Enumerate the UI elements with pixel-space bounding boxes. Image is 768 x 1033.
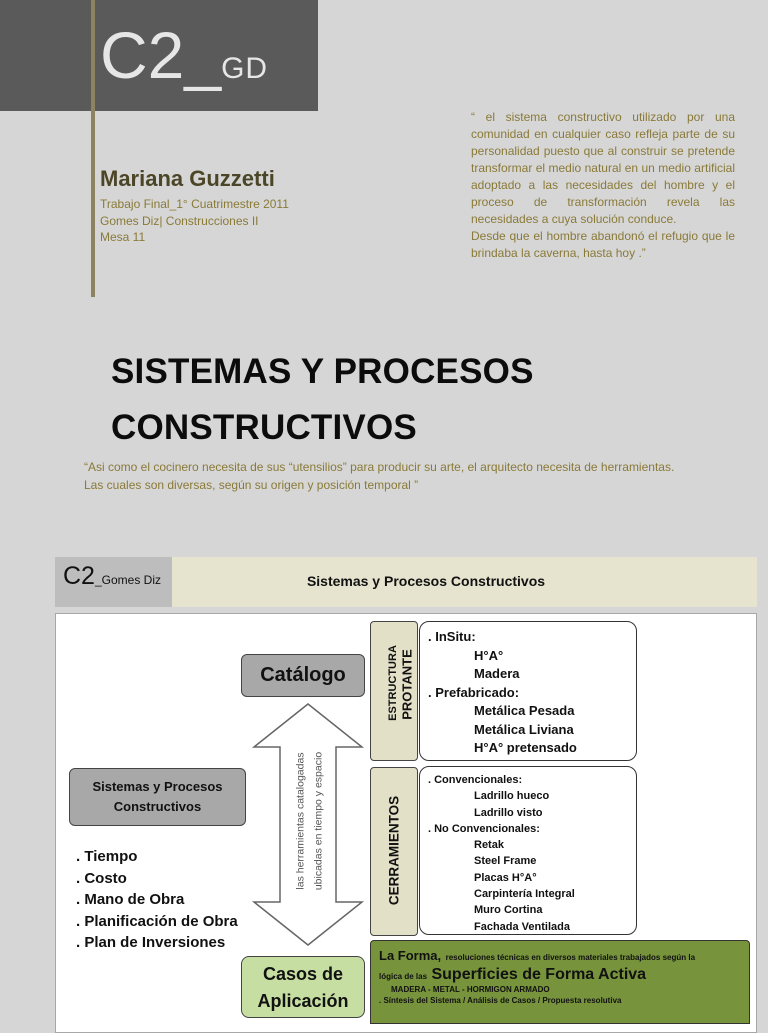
epigraph-paragraph-2: Desde que el hombre abandonó el refugio que le brindaba la caverna, hasta hoy .” xyxy=(471,229,735,260)
sistemas-box xyxy=(69,768,246,826)
forma-materials: MADERA - METAL - HORMIGON ARMADO xyxy=(391,985,550,994)
author-name: Mariana Guzzetti xyxy=(100,166,275,191)
logo-sub: GD xyxy=(221,52,269,85)
factor-item: . Tiempo xyxy=(76,848,138,865)
factor-item: . Costo xyxy=(76,869,127,887)
estructura-label-2: PROTANTE xyxy=(399,649,415,720)
factors-list xyxy=(76,846,238,954)
list-item: Retak xyxy=(474,839,504,852)
forma-title: La Forma, xyxy=(379,948,442,963)
author-line-2: Gomes Diz| Construcciones II xyxy=(100,214,259,228)
list-item: Placas H°A° xyxy=(474,871,537,884)
slide-title: Sistemas y Procesos Constructivos xyxy=(306,573,546,589)
factor-item: . Mano de Obra xyxy=(76,891,185,908)
list-item: Steel Frame xyxy=(474,855,537,868)
slide-logo-main: C2 xyxy=(63,562,95,590)
estructura-label-box xyxy=(370,621,418,761)
intro-quote xyxy=(84,458,674,494)
forma-desc: resoluciones técnicas en diversos materiales trabajados según la xyxy=(445,953,696,962)
logo xyxy=(100,18,269,92)
forma-box xyxy=(370,940,750,1024)
catalogo-box: Catálogo xyxy=(241,654,365,697)
list-item: H°A° pretensado xyxy=(474,740,577,755)
sistemas-line-1: Sistemas y Procesos xyxy=(92,779,223,794)
list-item: . Convencionales: xyxy=(428,774,523,786)
list-item: . Prefabricado: xyxy=(428,684,520,700)
casos-line-2: Aplicación xyxy=(257,991,349,1011)
intro-quote-line-2: Las cuales son diversas, según su origen y posición temporal ” xyxy=(84,478,419,492)
forma-big: Superficies de Forma Activa xyxy=(431,966,647,983)
intro-quote-line-1: “Asi como el cocinero necesita de sus “utensilios” para producir su arte, el arquitecto necesita de herramientas. xyxy=(84,460,675,474)
page-title-line-1: SISTEMAS Y PROCESOS xyxy=(111,352,534,391)
estructura-list xyxy=(419,621,637,761)
list-item: Ladrillo hueco xyxy=(474,790,550,803)
forma-pre: lógica de las xyxy=(379,972,428,981)
arrow-caption-line-1: las herramientas catalogadas xyxy=(294,752,307,890)
page-title-line-2: CONSTRUCTIVOS xyxy=(111,408,417,447)
author-line-1: Trabajo Final_1° Cuatrimestre 2011 xyxy=(100,197,289,211)
estructura-label-1: ESTRUCTURA xyxy=(387,645,399,721)
list-item: Carpintería Integral xyxy=(474,888,575,901)
list-item: Metálica Liviana xyxy=(474,721,574,737)
list-item: Fachada Ventilada xyxy=(474,920,570,933)
vertical-divider xyxy=(91,0,95,297)
list-item: . InSitu: xyxy=(428,629,476,644)
cerramientos-list xyxy=(419,766,637,935)
list-item: Metálica Pesada xyxy=(474,703,575,718)
sistemas-line-2: Constructivos xyxy=(113,799,202,814)
slide-logo xyxy=(63,562,161,591)
author-line-3: Mesa 11 xyxy=(100,230,146,244)
list-item: H°A° xyxy=(474,647,504,663)
forma-synthesis: . Síntesis del Sistema / Análisis de Casos / Propuesta resolutiva xyxy=(379,996,622,1005)
list-item: Madera xyxy=(474,666,520,681)
cerramientos-label: CERRAMIENTOS xyxy=(386,795,402,906)
list-item: Ladrillo visto xyxy=(474,806,543,819)
factor-item: . Planificación de Obra xyxy=(76,912,238,930)
factor-item: . Plan de Inversiones xyxy=(76,934,226,951)
casos-box xyxy=(241,956,365,1018)
arrow-caption-line-2: ubicadas en tiempo y espacio xyxy=(312,751,325,891)
casos-line-1: Casos de xyxy=(262,964,344,984)
epigraph-paragraph-1: “ el sistema constructivo utilizado por una comunidad en cualquier caso refleja parte de su personalidad puesto que al construir se pretende transformar el medio natural en un medio artificial adoptado a las necesidades del hombre y el proceso de transformación revela las necesidades a cuya solución conduce. xyxy=(471,110,735,226)
list-item: . No Convencionales: xyxy=(428,822,540,835)
logo-main: C2_ xyxy=(100,18,222,92)
cerramientos-label-box xyxy=(370,767,418,936)
arrow-caption xyxy=(283,740,325,905)
slide-logo-sub: _Gomes Diz xyxy=(94,573,161,587)
epigraph-quote xyxy=(471,109,735,262)
list-item: Muro Cortina xyxy=(474,904,543,917)
